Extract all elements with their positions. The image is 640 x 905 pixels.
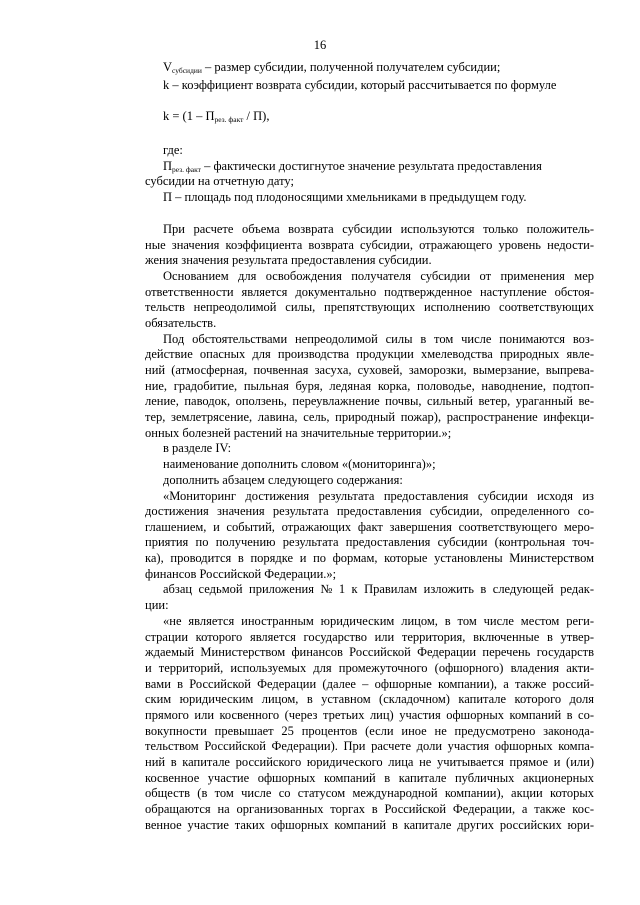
name-add-line: наименование дополнить словом «(мониторинга)»; xyxy=(163,457,436,471)
para3-line: онных болезней растений на значительные территории.»; xyxy=(145,426,452,440)
appendix-line: абзац седьмой приложения № 1 к Правилам изложить в следующей редак- xyxy=(163,582,594,596)
para3-line: ние, градобитие, пыльная буря, ледяная корка, половодье, наводнение, подтоп- xyxy=(145,379,594,393)
section-iv-line: в разделе IV: xyxy=(163,441,232,455)
para3-line: Под обстоятельствами непреодолимой силы в том числе понимаются воз- xyxy=(163,332,594,346)
foreign-line: вокупности превышает 25 процентов (если иное не предусмотрено законода- xyxy=(145,724,594,738)
foreign-line: обращаются на организованных торгах в Российской Федерации, а также кос- xyxy=(145,802,594,816)
foreign-line: ским юридическим лицом, в уставном (складочном) капитале которого доля xyxy=(145,692,594,706)
foreign-line: страции которого является государство или территория, включенные в утвер- xyxy=(145,630,594,644)
p-subscript: рез. факт xyxy=(172,165,201,174)
formula-subscript: рез. факт xyxy=(214,115,244,124)
foreign-line: «не является иностранным юридическим лицом, в том числе местом реги- xyxy=(163,614,594,628)
area-definition: П – площадь под плодоносящими хмельниками в предыдущем году. xyxy=(163,190,527,204)
para2-line: обязательств. xyxy=(145,316,217,330)
para2-line: Основанием для освобождения получателя субсидии от применения мер xyxy=(163,269,594,283)
p-fact-definition-cont: субсидии на отчетную дату; xyxy=(145,174,294,188)
para3-line: ний (атмосферная, почвенная засуха, суховей, заморозки, вымерзание, выпрева- xyxy=(145,363,594,377)
formula-rhs: / П), xyxy=(243,109,270,123)
para1-line: жения значения результата предоставления субсидии. xyxy=(145,253,432,267)
appendix-line: ции: xyxy=(145,598,169,612)
add-para-line: дополнить абзацем следующего содержания: xyxy=(163,473,403,487)
subsidy-size-definition xyxy=(163,60,500,79)
para3-line: ление, паводок, оползень, переувлажнение почвы, сильный ветер, ураганный ве- xyxy=(145,394,594,408)
foreign-line: обществ (в том числе со статусом международной компании), акции которых xyxy=(145,786,594,800)
foreign-line: ний в капитале российского юридического лица не учитывается прямое и (или) xyxy=(145,755,594,769)
foreign-line: вами в Российской Федерации (далее – офшорные компании), а также россий- xyxy=(145,677,594,691)
para3-line: действие опасных для производства продукции хмелеводства природных явле- xyxy=(145,347,594,361)
foreign-line: венное участие таких офшорных компаний в капитале других российских юри- xyxy=(145,818,594,832)
formula xyxy=(163,109,269,128)
p-symbol: П xyxy=(163,159,173,173)
v-symbol: V xyxy=(163,60,173,74)
formula-lhs: k = (1 – П xyxy=(163,109,215,123)
monitoring-line: ка), проводится в порядке и по формам, которые установлены Министерством xyxy=(145,551,594,565)
foreign-line: и территорий, используемых для промежуточного (офшорного) владения акти- xyxy=(145,661,594,675)
para1-line: ные значения коэффициента возврата субсидии, отражающего уровень недости- xyxy=(145,238,594,252)
monitoring-line: приятия по получению результата предоставления субсидии (контрольная точ- xyxy=(145,535,594,549)
monitoring-line: глашением, и событий, отражающих факт завершения соответствующего меро- xyxy=(145,520,594,534)
foreign-line: ждаемый Министерством финансов Российской Федерации перечень государств xyxy=(145,645,594,659)
monitoring-line: финансов Российской Федерации.»; xyxy=(145,567,337,581)
para1-line: При расчете объема возврата субсидии используются только положитель- xyxy=(163,222,594,236)
page-number: 16 xyxy=(313,38,327,52)
para3-line: тер, землетрясение, лавина, сель, природный пожар), распространение инфекци- xyxy=(145,410,594,424)
monitoring-line: достижения значения результата предоставления субсидии, определенного со- xyxy=(145,504,594,518)
where-label: где: xyxy=(163,143,183,157)
v-definition-text: – размер субсидии, полученной получателем субсидии; xyxy=(201,60,501,74)
p-definition-text: – фактически достигнутое значение результата предоставления xyxy=(200,159,542,173)
para2-line: тельств непреодолимой силы, препятствующих исполнению соответствующих xyxy=(145,300,594,314)
v-subscript: субсидии xyxy=(172,66,202,75)
foreign-line: тельством Российской Федерации). При расчете доли участия офшорных компа- xyxy=(145,739,594,753)
para2-line: ответственности является документально подтвержденное наступление обстоя- xyxy=(145,285,594,299)
monitoring-line: «Мониторинг достижения результата предоставления субсидии исходя из xyxy=(163,489,594,503)
foreign-line: косвенное участие офшорных компаний в капитале публичных акционерных xyxy=(145,771,594,785)
k-definition: k – коэффициент возврата субсидии, который рассчитывается по формуле xyxy=(163,78,557,92)
foreign-line: прямого или косвенного (через третьих лиц) участия офшорных компаний в со- xyxy=(145,708,594,722)
